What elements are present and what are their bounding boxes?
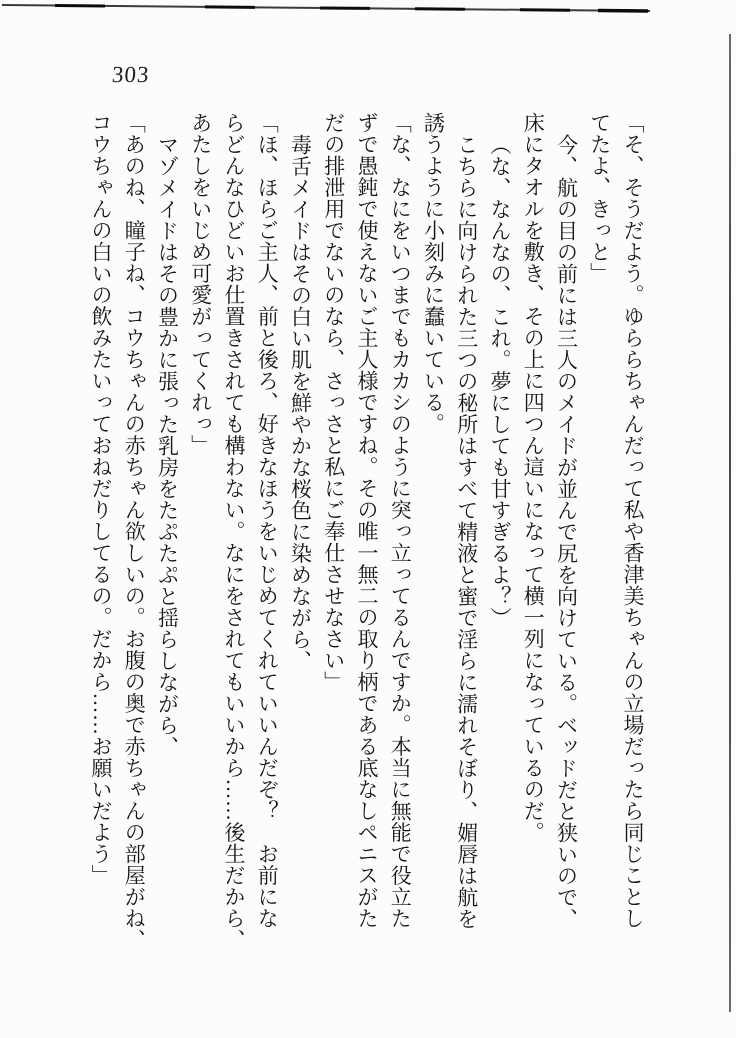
text-column: ずで愚鈍で使えないご主人様ですね。その唯一無二の取り柄である底なしペニスがた bbox=[355, 112, 379, 929]
text-column: 今、航の目の前には三人のメイドが並んで尻を向けている。ベッドだと狭いので、 bbox=[554, 133, 579, 929]
page-number: 303 bbox=[111, 62, 151, 87]
text-block bbox=[84, 112, 649, 974]
text-column: らどんなひどいお仕置きされても構わない。なにをされてもいいから……後生だから、 bbox=[222, 112, 246, 951]
page-right-edge-line bbox=[729, 34, 731, 1012]
page-top-edge-line bbox=[0, 0, 660, 18]
text-column: 「そ、そうだよう。ゆららちゃんだって私や香津美ちゃんの立場だったら同じことし bbox=[621, 112, 645, 929]
text-column: マゾメイドはその豊かに張った乳房をたぷたぷと揺らしながら、 bbox=[155, 133, 180, 757]
text-column: 「あのね、瞳子ね、コウちゃんの赤ちゃん欲しいの。お腹の奥で赤ちゃんの部屋がね、 bbox=[122, 112, 147, 951]
text-column: 床にタオルを敷き、その上に四つん這いになって横一列になっているのだ。 bbox=[521, 112, 546, 843]
text-column: （な、なんなの、これ。夢にしても甘すぎるよ？） bbox=[488, 133, 512, 628]
text-column: だの排泄用でないのなら、さっさと私にご奉仕させなさい」 bbox=[321, 112, 346, 693]
text-column: 毒舌メイドはその白い肌を鮮やかな桜色に染めながら、 bbox=[288, 133, 313, 671]
text-column: 「ほ、ほらご主人、前と後ろ、好きなほうをいじめてくれていいんだぞ？ お前にな bbox=[255, 112, 280, 929]
text-column: あたしをいじめ可愛がってくれっ」 bbox=[188, 112, 213, 456]
text-column: こちらに向けられた三つの秘所はすべて精液と蜜で淫らに濡れそぼり、媚唇は航を bbox=[454, 133, 479, 929]
text-column: てたよ、きっと」 bbox=[587, 112, 612, 284]
text-column: 「な、なにをいつまでもカカシのように突っ立ってるんですか。本当に無能で役立た bbox=[388, 112, 413, 929]
text-column: 誘うように小刻みに蠢いている。 bbox=[421, 112, 446, 435]
text-column: コウちゃんの白いの飲みたいっておねだりしてるの。だから……お願いだよう」 bbox=[89, 112, 113, 886]
